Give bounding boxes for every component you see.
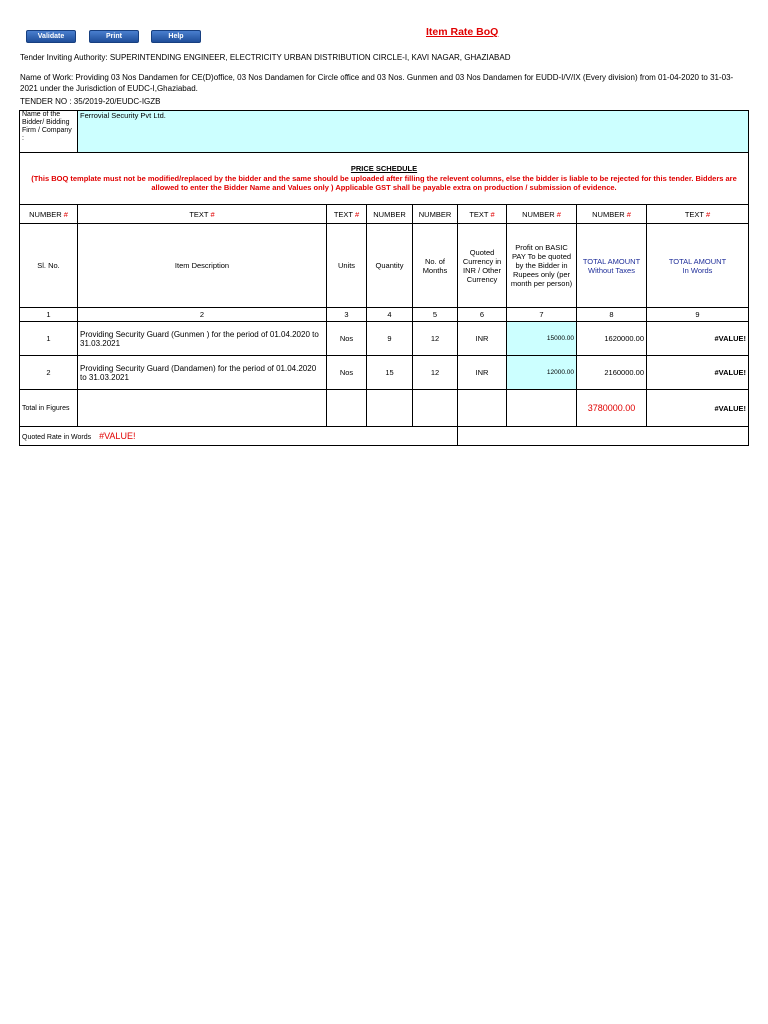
header-units: Units	[327, 224, 367, 308]
column-number: 5	[413, 308, 458, 322]
header-quantity: Quantity	[367, 224, 413, 308]
row-amount: 1620000.00	[577, 322, 647, 356]
type-cell: NUMBER	[413, 205, 458, 224]
row-quantity: 9	[367, 322, 413, 356]
type-cell: NUMBER #	[577, 205, 647, 224]
total-label: Total in Figures	[20, 390, 78, 427]
header-months: No. of Months	[413, 224, 458, 308]
print-button[interactable]: Print	[89, 30, 139, 43]
column-number-row	[20, 308, 749, 322]
column-number: 6	[458, 308, 507, 322]
price-schedule-note: (This BOQ template must not be modified/replaced by the bidder and the same should be uploaded after filling the relevent columns, else the bidder is liable to be rejected for this tender. Bidders are allowed to enter the Bidder Name and Values only ) Applicable GST shall be payable extra on production / submission of evidence.	[31, 173, 737, 193]
row-amount: 2160000.00	[577, 356, 647, 390]
column-number: 1	[20, 308, 78, 322]
column-number: 8	[577, 308, 647, 322]
header-row	[20, 224, 749, 308]
row-profit-input[interactable]: 15000.00	[507, 322, 577, 356]
validate-button[interactable]: Validate	[26, 30, 76, 43]
header-currency: Quoted Currency in INR / Other Currency	[458, 224, 507, 308]
type-cell: NUMBER #	[507, 205, 577, 224]
total-words: #VALUE!	[647, 390, 749, 427]
row-sl: 1	[20, 322, 78, 356]
price-schedule-row	[20, 153, 749, 205]
column-number: 4	[367, 308, 413, 322]
row-months: 12	[413, 322, 458, 356]
type-row	[20, 205, 749, 224]
type-cell: TEXT #	[78, 205, 327, 224]
column-number: 9	[647, 308, 749, 322]
total-row	[20, 390, 749, 427]
bidder-name-input[interactable]: Ferrovial Security Pvt Ltd.	[78, 111, 749, 153]
row-units: Nos	[327, 322, 367, 356]
column-number: 7	[507, 308, 577, 322]
quoted-rate-value: #VALUE!	[99, 431, 136, 441]
type-cell: TEXT #	[458, 205, 507, 224]
type-cell: NUMBER #	[20, 205, 78, 224]
quoted-rate-row	[20, 427, 749, 446]
quoted-rate-label: Quoted Rate in Words	[22, 434, 92, 441]
type-cell: TEXT #	[327, 205, 367, 224]
page-title: Item Rate BoQ	[426, 26, 499, 38]
bidder-label: Name of the Bidder/ Bidding Firm / Company :	[20, 111, 78, 153]
row-currency: INR	[458, 356, 507, 390]
table-row	[20, 356, 749, 390]
name-of-work: Name of Work: Providing 03 Nos Dandamen for CE(D)office, 03 Nos Dandamen for Circle office and 03 Nos. Gunmen and 03 Nos Dandamen for EUDD-I/V/IX (Every division) from 01-04-2020 to 31-03-2021 under the Jurisdiction of EUDC-I,Ghaziabad.	[20, 73, 734, 93]
header-profit: Profit on BASIC PAY To be quoted by the Bidder in Rupees only (per month per person)	[507, 224, 577, 308]
row-profit-input[interactable]: 12000.00	[507, 356, 577, 390]
row-quantity: 15	[367, 356, 413, 390]
bidder-row	[20, 111, 749, 153]
row-sl: 2	[20, 356, 78, 390]
quoted-rate-cell	[20, 427, 458, 446]
row-units: Nos	[327, 356, 367, 390]
row-words: #VALUE!	[647, 356, 749, 390]
help-button[interactable]: Help	[151, 30, 201, 43]
row-currency: INR	[458, 322, 507, 356]
column-number: 3	[327, 308, 367, 322]
header-total-words: TOTAL AMOUNT In Words	[647, 224, 749, 308]
type-cell: NUMBER	[367, 205, 413, 224]
tender-authority: Tender Inviting Authority: SUPERINTENDING ENGINEER, ELECTRICITY URBAN DISTRIBUTION CIRCLE-I, KAVI NAGAR, GHAZIABAD	[20, 53, 511, 62]
header-total-amount: TOTAL AMOUNT Without Taxes	[577, 224, 647, 308]
row-description: Providing Security Guard (Gunmen ) for the period of 01.04.2020 to 31.03.2021	[78, 322, 327, 356]
table-row	[20, 322, 749, 356]
price-schedule-heading: PRICE SCHEDULE	[350, 164, 418, 174]
row-months: 12	[413, 356, 458, 390]
column-number: 2	[78, 308, 327, 322]
tender-number: TENDER NO : 35/2019-20/EUDC-IGZB	[20, 97, 161, 106]
row-words: #VALUE!	[647, 322, 749, 356]
row-description: Providing Security Guard (Dandamen) for the period of 01.04.2020 to 31.03.2021	[78, 356, 327, 390]
header-sl: Sl. No.	[20, 224, 78, 308]
type-cell: TEXT #	[647, 205, 749, 224]
boq-table	[19, 110, 749, 446]
header-description: Item Description	[78, 224, 327, 308]
total-amount: 3780000.00	[577, 390, 647, 427]
